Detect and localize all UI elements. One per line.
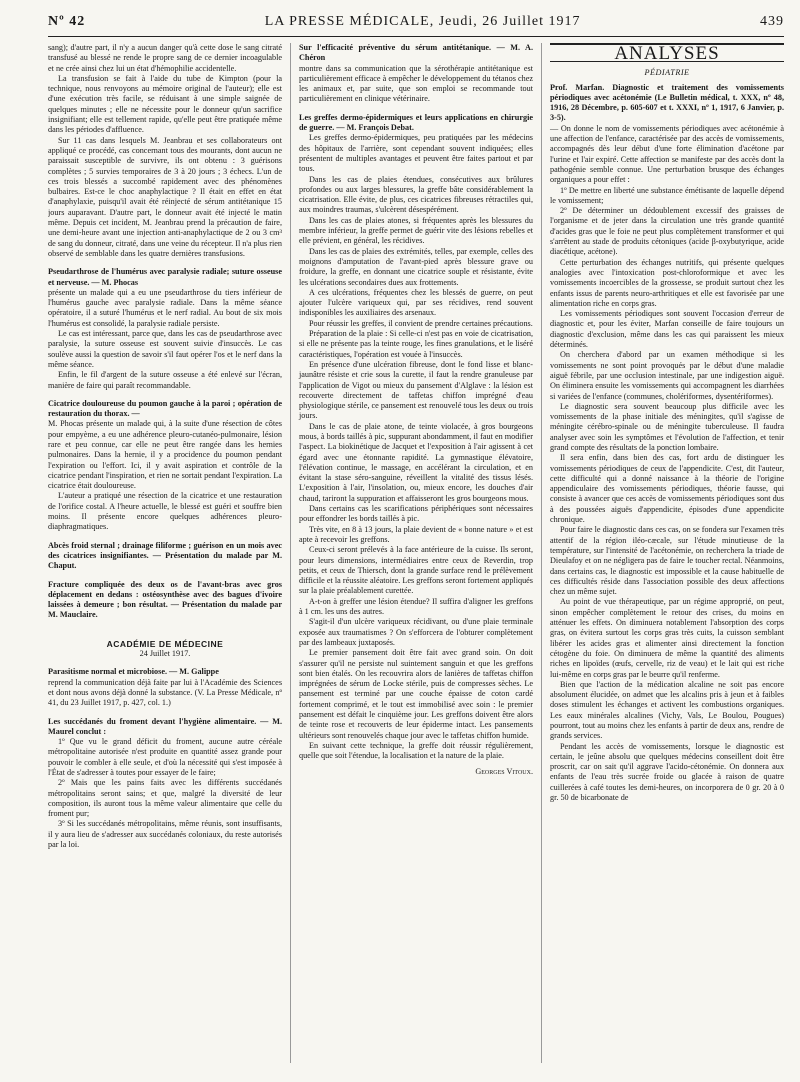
paragraph: L'auteur a pratiqué une résection de la cicatrice et une restauration de l'orifice costal. A l'heure actuelle, le blessé est guéri et souffre bien moins. Il présente encore quelques adhérences pleuro-diaphragmatiques. xyxy=(48,491,282,532)
paragraph: Le premier pansement doit être fait avec grand soin. On doit s'assurer qu'il ne persiste nul suintement sanguin et que les greffons sont bien étalés. On les recouvrira alors de lanières de taffetas chiffon imprégnées de sérum de Locke stérile, puis de compresses sèches. Le pansement est terminé par une couche épaisse de coton cardé fortement comprimé, et le tout est immobilisé avec soin : le premier pansement est défait le cinquième jour. Les greffons doivent être alors de teinte rose et recouverts de leur épiderme intact. Les pansements ultérieurs sont renouvelés chaque jour avec le taffetas chiffon humide. xyxy=(299,648,533,740)
paragraph: A ces ulcérations, fréquentes chez les blessés de guerre, on peut ajouter l'ulcère variqueux qui, par ses récidives, rend souvent indisponibles les auxiliaires des arsenaux. xyxy=(299,287,533,318)
paragraph: sang); d'autre part, il n'y a aucun danger qu'à cette dose le sang citraté transfusé au blessé ne rende le propre sang de ce dernier incoagulable et ne crée ainsi chez lui un état d'hémophilie accidentelle. xyxy=(48,43,282,73)
paragraph: 1º De mettre en liberté une substance émétisante de laquelle dépend le vomissement; xyxy=(550,185,784,205)
article-heading: Sur l'efficacité préventive du sérum antitétanique. — M. A. Chéron xyxy=(299,43,533,63)
article-heading: Les succédanés du froment devant l'hygiène alimentaire. — M. Maurel conclut : xyxy=(48,716,282,736)
page-header xyxy=(48,14,784,30)
paragraph: Dans certains cas les scarifications périphériques sont nécessaires pour effondrer les bords taillés à pic. xyxy=(299,504,533,524)
paragraph: Pour réussir les greffes, il convient de prendre certaines précautions. xyxy=(309,318,533,328)
paragraph: Cette perturbation des échanges nutritifs, qui présente quelques analogies avec l'intoxication post-chloroformique et avec les vomissements incoercibles de la grossesse, se produit surtout chez les enfants issus de parents neuro-arthritiques et elle est favorisée par une alimentation riche en corps gras. xyxy=(550,257,784,308)
paragraph: Les vomissements périodiques sont souvent l'occasion d'erreur de diagnostic et, pour les éviter, Marfan conseille de faire toujours un diagnostic d'exclusion, même dans les cas qui paraissent les mieux déterminés. xyxy=(550,309,784,350)
paragraph: montre dans sa communication que la sérothérapie antitétanique est particulièrement efficace à empêcher le développement du tétanos chez les animaux et, par suite, que son emploi se recommande tout particulièrement en clinique vétérinaire. xyxy=(299,63,533,104)
article-heading: Les greffes dermo-épidermiques et leurs applications en chirurgie de guerre. — M. François Debat. xyxy=(299,112,533,133)
paragraph: Enfin, le fil d'argent de la suture osseuse a été enlevé sur l'écran, manière de faire qui paraît recommandable. xyxy=(48,370,282,390)
paragraph: 2º De déterminer un dédoublement excessif des graisses de l'organisme et de jeter dans la circulation une très grande quantité d'acides gras que le foie ne peut plus complètement transformer et qui s'arrêtent au stade de produits cétoniques (acide β-oxybutyrique, acide diacétique, acétone). xyxy=(550,206,784,257)
page-number: 439 xyxy=(760,14,784,29)
journal-title: LA PRESSE MÉDICALE, Jeudi, 26 Juillet 1917 xyxy=(264,14,581,29)
column-1 xyxy=(48,43,282,1063)
paragraph: Sur 11 cas dans lesquels M. Jeanbrau et ses collaborateurs ont appliqué ce procédé, cas concernant tous des mourants, dont aucun ne paraissait susceptible de survivre, ils ont obtenu : 3 guérisons complètes ; 5 survies temporaires de 3 à 20 jours ; 3 échecs. L'un de ces trois blessés a succombé rapidement avec des phénomènes bulbaires. Est-ce le choc anaphylactique ? Il était en effet en état d'anaphylaxie, puisqu'il avait été réinjecté de sérum antitétanique 15 jours auparavant. D'autre part, le donneur avait été injecté le matin même. Depuis cet incident, M. Jeanbrau prend la précaution de faire, une demi-heure avant une injection anti-anaphylactique de 2 ou 3 cm³ de sang du donneur, citraté, dans une veine du récepteur. Il n'a plus rien observé de semblable dans les quatre dernières transfusions. xyxy=(48,135,282,258)
paragraph: Dans les cas de plaies étendues, consécutives aux brûlures profondes ou aux larges blessures, la greffe bâte considérablement la cicatrisation. Elle évite, de plus, ces cicatrices fibreuses rétractiles qui, aux moindres traumas, s'ulcèrent désespérément. xyxy=(299,174,533,215)
paragraph: Il sera enfin, dans bien des cas, fort ardu de distinguer les vomissements périodiques de ceux de l'appendicite. C'est, dit l'auteur, cette difficulté qui a donné naissance à la théorie de l'origine appendiculaire des vomissements périodiques, théorie fausse, qui consiste à avancer que ces accès de vomissements périodiques sont dus à des poussées aiguës d'appendicite, épisodes d'une appendicite chronique. xyxy=(550,453,784,525)
paragraph: M. Phocas présente un malade qui, à la suite d'une résection de côtes pour empyème, a eu une adhérence pleuro-cutanéo-pulmonaire, lésion rare et peu connue, car elle ne peut être rangée dans les hernies pulmonaires. Dans la hernie, il y a procidence du poumon pendant l'expiration ou l'effort. Ici, il y avait aspiration et contrôle de la cicatrice pendant l'inspiration, et rien ne sortait pendant l'expiration. La cicatrice était douloureuse. xyxy=(48,419,282,491)
paragraph: On cherchera d'abord par un examen méthodique si les vomissements ne sont point provoqués par le début d'une maladie aiguë fébrile, par une occlusion intestinale, par une indigestion aiguë. On éliminera ensuite les vomissements qui accompagnent les diarrhées si variées de l'enfance (communes, cholériformes, dysentériformes). xyxy=(550,350,784,401)
paragraph: 2º Mais que les pains faits avec les différents succédanés métropolitains seront sains; et que, malgré la diversité de leur composition, ils auront tous la même valeur alimentaire que celle du froment pur; xyxy=(48,778,282,819)
article-heading: Pseudarthrose de l'humérus avec paralysie radiale; suture osseuse et nerveuse. — M. Phocas xyxy=(48,267,282,287)
paragraph: Dans les cas de plaies atones, si fréquentes après les blessures du membre inférieur, la greffe permet de guérir vite des lésions rebelles et elle prévient, en général, les récidives. xyxy=(299,215,533,246)
paragraph: En suivant cette technique, la greffe doit réussir régulièrement, quelle que soit l'étendue, la localisation et la nature de la plaie. xyxy=(299,740,533,761)
article-heading: Cicatrice douloureuse du poumon gauche à la paroi ; opération de restauration du thorax. — xyxy=(48,398,282,419)
paragraph: Très vite, en 8 à 13 jours, la plaie devient de « bonne nature » et est apte à recevoir les greffons. xyxy=(299,524,533,544)
columns xyxy=(48,43,784,1063)
paragraph: Dans les cas de plaies des extrémités, telles, par exemple, celles des moignons d'amputation de l'avant-pied après blessure grave ou froidure, la greffe, en donnant une cicatrice souple et résistante, évite les ulcérations secondaires dues aux frottements. xyxy=(299,246,533,287)
paragraph: reprend la communication déjà faite par lui à l'Académie des Sciences et dont nous avons déjà donné la substance. (V. La Presse Médicale, nº 41, du 23 Juillet 1917, p. 427, col. 1.) xyxy=(48,677,282,708)
paragraph: — On donne le nom de vomissements périodiques avec acétonémie à une affection de l'enfance, caractérisée par des accès de vomissements, accompagnés dès leur début d'une forte élimination d'acétone par l'urine et l'air expiré. Cette affection se manifeste par des accès dont la pathogénie semble connue. Une perturbation brusque des échanges organiques a pour effet : xyxy=(550,123,784,185)
article-reference: Prof. Marfan. Diagnostic et traitement des vomissements périodiques avec acétonémie (Le Bulletin médical, t. XXX, nº 48, 1916, 28 Décembre, p. 605-607 et t. XXXI, nº 1, 1917, 6 Janvier, p. 3-5). xyxy=(550,82,784,123)
paragraph: Au point de vue thérapeutique, par un régime approprié, on peut, sinon empêcher complètement le retour des crises, du moins en atténuer les effets. On diminuera notablement l'absorption des corps gras, on évitera surtout les corps gras très cuits, la cuisson semblant libérer les acides gras et alimenter ainsi directement la fonction cétogène du foie. On diminuera de même la quantité des aliments riches en lipoïdes (œufs, cervelle, riz de veau) et le lait qui est riche lui-même en corps gras par le beurre qu'il renferme. xyxy=(550,597,784,679)
paragraph: S'agit-il d'un ulcère variqueux récidivant, ou d'une plaie terminale exposée aux traumatismes ? On s'efforcera de l'obturer complètement par des lambeaux juxtaposés. xyxy=(299,617,533,647)
paragraph: A-t-on à greffer une lésion étendue? Il suffira d'aligner les greffons à 1 cm. les uns des autres. xyxy=(299,596,533,617)
column-3 xyxy=(541,43,784,1063)
article-heading: Abcès froid sternal ; drainage filiforme ; guérison en un mois avec des cicatrices insignifiantes. — Présentation du malade par M. Chaput. xyxy=(48,540,282,571)
article-heading: Fracture compliquée des deux os de l'avant-bras avec gros déplacement en dedans : ostéosynthèse avec des bagues d'ivoire laissées à demeure ; bon résultat. — Présentation du malade par M. Mauclaire. xyxy=(48,579,282,620)
paragraph: Le diagnostic sera souvent beaucoup plus difficile avec les vomissements de la phase initiale des méningites, qu'il s'agisse de méningite cérébro-spinale ou de méningite tuberculeuse. Il faudra analyser avec soin les symptômes et l'évolution de l'affection, et tenir grand compte des résultats de la ponction lombaire. xyxy=(550,401,784,452)
paragraph: Bien que l'action de la médication alcaline ne soit pas encore absolument élucidée, on admet que les alcalins pris à jeun et à faibles doses stimulent les échanges et activent les combustions organiques. Les eaux minérales alcalines (Vichy, Vals, Le Boulou, Pougues) pourront, tout au moins chez les enfants à partir de deux ans, rendre de grands services. xyxy=(550,679,784,741)
section-title: ACADÉMIE DE MÉDECINE xyxy=(106,638,224,649)
paragraph: présente un malade qui a eu une pseudarthrose du tiers inférieur de l'humérus gauche avec paralysie radiale. Dans la même séance opératoire, il a suturé l'humérus et le nerf radial. Au bout de six mois l'humérus est consolidé, la paralysie radiale persiste. xyxy=(48,287,282,328)
paragraph: Les greffes dermo-épidermiques, peu pratiquées par les médecins des hôpitaux de l'arrière, sont cependant souvent indiquées; elles présentent de multiples avantages et peuvent être faites partout et par tous. xyxy=(299,133,533,174)
section-date: 24 Juillet 1917. xyxy=(139,649,191,659)
paragraph: En présence d'une ulcération fibreuse, dont le fond lisse et blanc-jaunâtre résiste et crie sous la curette, il faut la rendre granuleuse par l'application de Vigot ou mieux du pansement d'Alglave : la lésion est recouverte directement de taffetas chiffon imprégné d'eau physiologique stérile, ce pansement est renouvelé tous les deux ou trois jours. xyxy=(299,359,533,421)
paragraph: Ceux-ci seront prélevés à la face antérieure de la cuisse. Ils seront, pour leurs dimensions, intermédiaires entre ceux de Reverdin, trop petits, et ceux de Thiersch, dont la grande surface rend le prélèvement difficile et la réussite aléatoire. Les greffons seront fortement appliqués sur la plaie préalablement curettée. xyxy=(299,545,533,596)
column-2 xyxy=(290,43,533,1063)
section-title: ANALYSES xyxy=(550,43,784,62)
issue-number: Nº 42 xyxy=(48,14,86,29)
paragraph: Pour faire le diagnostic dans ces cas, on se fondera sur l'examen très attentif de la région iléo-cæcale, sur l'étude minutieuse de la température, sur l'intensité de l'acétonémie, on recherchera la triade de Dieulafoy et on ne négligera pas de faire le toucher rectal. Néanmoins, dans certains cas, le diagnostic est impossible et la cause habituelle de ces difficultés réside dans l'association possible des deux affections chez un même sujet. xyxy=(550,525,784,597)
paragraph: 1º Que vu le grand déficit du froment, aucune autre céréale métropolitaine autorisée n'est produite en quantité assez grande pour pouvoir le combler à elle seule, et d'où la nécessité qui s'est imposée à l'État de s'adresser à toutes pour essayer de le faire; xyxy=(48,737,282,777)
header-rule xyxy=(48,36,784,37)
paragraph: Pendant les accès de vomissements, lorsque le diagnostic est certain, le jeûne absolu que quelques médecins conseillent doit être proscrit, car on sait qu'il aggrave l'acido-cétonémie. On donnera aux enfants de l'eau très sucrée froide ou glacée à raison de quatre cuillerées à café toutes les demi-heures, on incorporera de 0 gr. 20 à 0 gr. 50 de bicarbonate de xyxy=(550,741,784,803)
paragraph: Préparation de la plaie : Si celle-ci n'est pas en voie de cicatrisation, si elle ne présente pas la teinte rouge, les fines granulations, et le liséré caractéristiques, l'opération est vouée à l'insuccès. xyxy=(299,329,533,359)
article-heading: Parasitisme normal et microbiose. — M. Galippe xyxy=(48,667,219,677)
rubric-label: PÉDIATRIE xyxy=(644,68,690,78)
paragraph: Le cas est intéressant, parce que, dans les cas de pseudarthrose avec paralysie, la suture osseuse est souvent suivie d'insuccès. Le cas soulève aussi la question de savoir s'il faut opérer l'os et le nerf dans la même séance. xyxy=(48,329,282,369)
paragraph: La transfusion se fait à l'aide du tube de Kimpton (pour la technique, nous renvoyons au mémoire original de l'auteur); elle est d'une exécution très facile, se réduisant à une simple saignée de quelques minutes ; elle ne nécessite pour le donneur qu'un sacrifice insignifiant; elle est tellement rapide, qu'elle peut être pratiquée même dans les périodes d'affluence. xyxy=(48,73,282,135)
paragraph: Dans le cas de plaie atone, de teinte violacée, à gros bourgeons mous, à bords taillés à pic, suppurant abondamment, il faut en modifier l'aspect. La biokinétique de Jacquet et l'exposition à l'air agissent à cet égard avec une étonnante rapidité. La gymnastique élévatoire, l'élévation continue, le massage, en accélérant la circulation, et en évitant la stase séro-sanguine, réveillent la vitalité des tissus lésés. L'exposition à l'air, l'insolation, ou, mieux encore, les douches d'air chaud, tariront la suppuration et affaisseront les gros bourgeons mous. xyxy=(299,421,533,503)
paragraph: 3º Si les succédanés métropolitains, même réunis, sont insuffisants, il y aura lieu de s'adresser aux succédanés coloniaux, du reste autorisés par la loi. xyxy=(48,819,282,850)
author-signature: Georges Vitoux. xyxy=(475,767,533,777)
